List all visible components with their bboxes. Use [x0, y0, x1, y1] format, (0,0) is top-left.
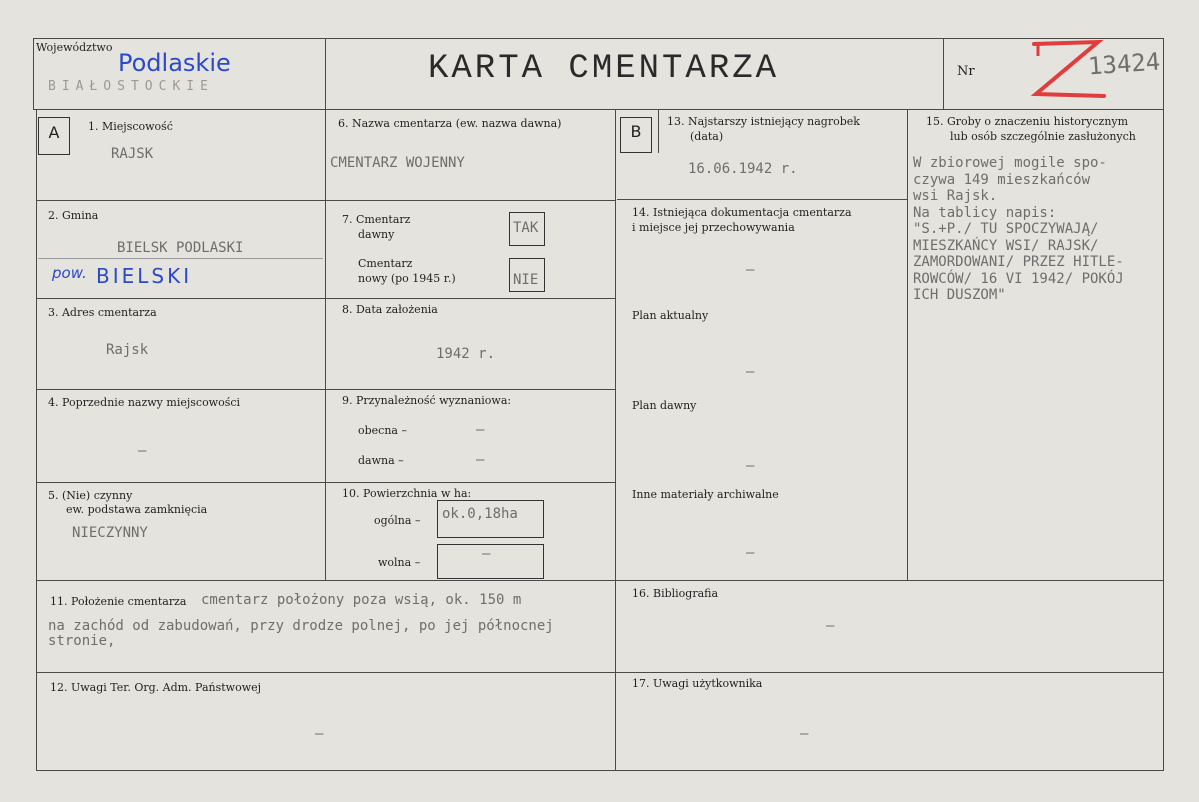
- f2-value: BIELSK PODLASKI: [117, 240, 244, 256]
- f15-line: Na tablicy napis:: [913, 204, 1057, 221]
- plan-aktualny-label: Plan aktualny: [632, 309, 709, 322]
- rule: [36, 672, 1164, 673]
- page-title: KARTA CMENTARZA: [428, 50, 780, 88]
- f15-label-1: 15. Groby o znaczeniu historycznym: [926, 115, 1129, 128]
- f10-label: 10. Powierzchnia w ha:: [342, 487, 472, 500]
- f15-line: ROWCÓW/ 16 VI 1942/ POKÓJ: [913, 270, 1124, 287]
- f8-label: 8. Data założenia: [342, 303, 438, 316]
- nr-value: 13424: [1087, 47, 1162, 81]
- f5-label-2: ew. podstawa zamknięcia: [66, 503, 208, 516]
- rule: [36, 109, 37, 771]
- f10-ogolna-value: ok.0,18ha: [442, 506, 518, 522]
- f2-pow-label: pow.: [52, 264, 87, 282]
- f10-wolna-box: [437, 544, 544, 579]
- rule: [907, 109, 908, 581]
- f15-line: "S.+P./ TU SPOCZYWAJĄ/: [913, 221, 1099, 237]
- f15-line: ZAMORDOWANI/ PRZEZ HITLE-: [913, 254, 1124, 270]
- f1-label: 1. Miejscowość: [88, 120, 173, 133]
- f13-label-2: (data): [690, 130, 724, 143]
- rule: [615, 109, 616, 771]
- f2-label: 2. Gmina: [48, 209, 99, 222]
- f4-value: –: [138, 443, 147, 459]
- section-b-letter: B: [630, 122, 642, 141]
- f7-label: 7. Cmentarz: [342, 213, 411, 226]
- wojewodztwo-old: BIAŁOSTOCKIE: [48, 79, 214, 94]
- inne-value: –: [746, 545, 755, 561]
- f1-value: RAJSK: [111, 146, 154, 162]
- f6-label: 6. Nazwa cmentarza (ew. nazwa dawna): [338, 117, 562, 130]
- rule: [33, 109, 1164, 110]
- f3-label: 3. Adres cmentarza: [48, 306, 157, 319]
- f2-pow-value: BIELSKI: [96, 264, 193, 288]
- f7-dawny-label: dawny: [358, 228, 395, 241]
- f12-label: 12. Uwagi Ter. Org. Adm. Państwowej: [50, 681, 262, 694]
- f10-ogolna-label: ogólna –: [374, 514, 421, 527]
- f16-value: –: [826, 618, 835, 634]
- f7-nowy-label-1: Cmentarz: [358, 257, 413, 270]
- f9-label: 9. Przynależność wyznaniowa:: [342, 394, 512, 407]
- f3-value: Rajsk: [106, 342, 149, 358]
- rule: [33, 38, 34, 110]
- f7-tak: TAK: [513, 220, 539, 236]
- rule: [33, 38, 1164, 39]
- f7-nie: NIE: [513, 272, 539, 288]
- rule: [36, 580, 1164, 581]
- f14-label-2: i miejsce jej przechowywania: [632, 221, 795, 234]
- f17-value: –: [800, 726, 809, 742]
- nr-label: Nr: [957, 64, 975, 79]
- f15-line: MIESZKAŃCY WSI/ RAJSK/: [913, 237, 1099, 254]
- f4-label: 4. Poprzednie nazwy miejscowości: [48, 396, 241, 409]
- f9-dawna-label: dawna –: [358, 454, 404, 467]
- wojewodztwo-stamp: Podlaskie: [118, 49, 231, 77]
- f5-value: NIECZYNNY: [72, 525, 148, 541]
- f11-line-3: stronie,: [48, 633, 116, 649]
- f15-line: wsi Rajsk.: [913, 188, 998, 204]
- f14-value: –: [746, 262, 755, 278]
- f11-label: 11. Położenie cmentarza: [50, 595, 187, 608]
- rule: [1163, 38, 1164, 771]
- rule: [325, 109, 326, 581]
- f6-value: CMENTARZ WOJENNY: [330, 155, 465, 171]
- f17-label: 17. Uwagi użytkownika: [632, 677, 763, 690]
- f9-dawna-value: –: [476, 452, 485, 468]
- f15-line: ICH DUSZOM": [913, 287, 1006, 303]
- rule: [325, 38, 326, 110]
- f10-wolna-label: wolna –: [378, 556, 421, 569]
- rule: [36, 770, 1164, 771]
- f15-text: [913, 155, 1124, 304]
- f15-label-2: lub osób szczególnie zasłużonych: [950, 130, 1136, 143]
- section-a-letter: A: [48, 123, 60, 142]
- f2-underline: [38, 258, 323, 259]
- f14-label-1: 14. Istniejąca dokumentacja cmentarza: [632, 206, 852, 219]
- f9-obecna-value: –: [476, 422, 485, 438]
- rule: [658, 109, 659, 153]
- f16-label: 16. Bibliografia: [632, 587, 719, 600]
- plan-dawny-label: Plan dawny: [632, 399, 697, 412]
- f11-line-1: cmentarz położony poza wsią, ok. 150 m: [201, 592, 522, 608]
- f13-label-1: 13. Najstarszy istniejący nagrobek: [667, 115, 860, 128]
- f10-wolna-value: –: [482, 546, 491, 562]
- f13-value: 16.06.1942 r.: [688, 161, 798, 177]
- f12-value: –: [315, 726, 324, 742]
- wojewodztwo-label: Województwo: [36, 41, 113, 54]
- rule: [617, 199, 908, 200]
- f7-nowy-label-2: nowy (po 1945 r.): [358, 272, 456, 285]
- rule: [943, 38, 944, 110]
- f5-label-1: 5. (Nie) czynny: [48, 489, 133, 502]
- inne-label: Inne materiały archiwalne: [632, 488, 779, 501]
- f15-line: W zbiorowej mogile spo-: [913, 155, 1107, 171]
- f15-line: czywa 149 mieszkańców: [913, 171, 1091, 188]
- plan-dawny-value: –: [746, 458, 755, 474]
- plan-aktualny-value: –: [746, 364, 755, 380]
- f8-value: 1942 r.: [436, 346, 496, 362]
- f9-obecna-label: obecna –: [358, 424, 407, 437]
- f11-line-2: na zachód od zabudowań, przy drodze polnej, po jej północnej: [48, 618, 554, 634]
